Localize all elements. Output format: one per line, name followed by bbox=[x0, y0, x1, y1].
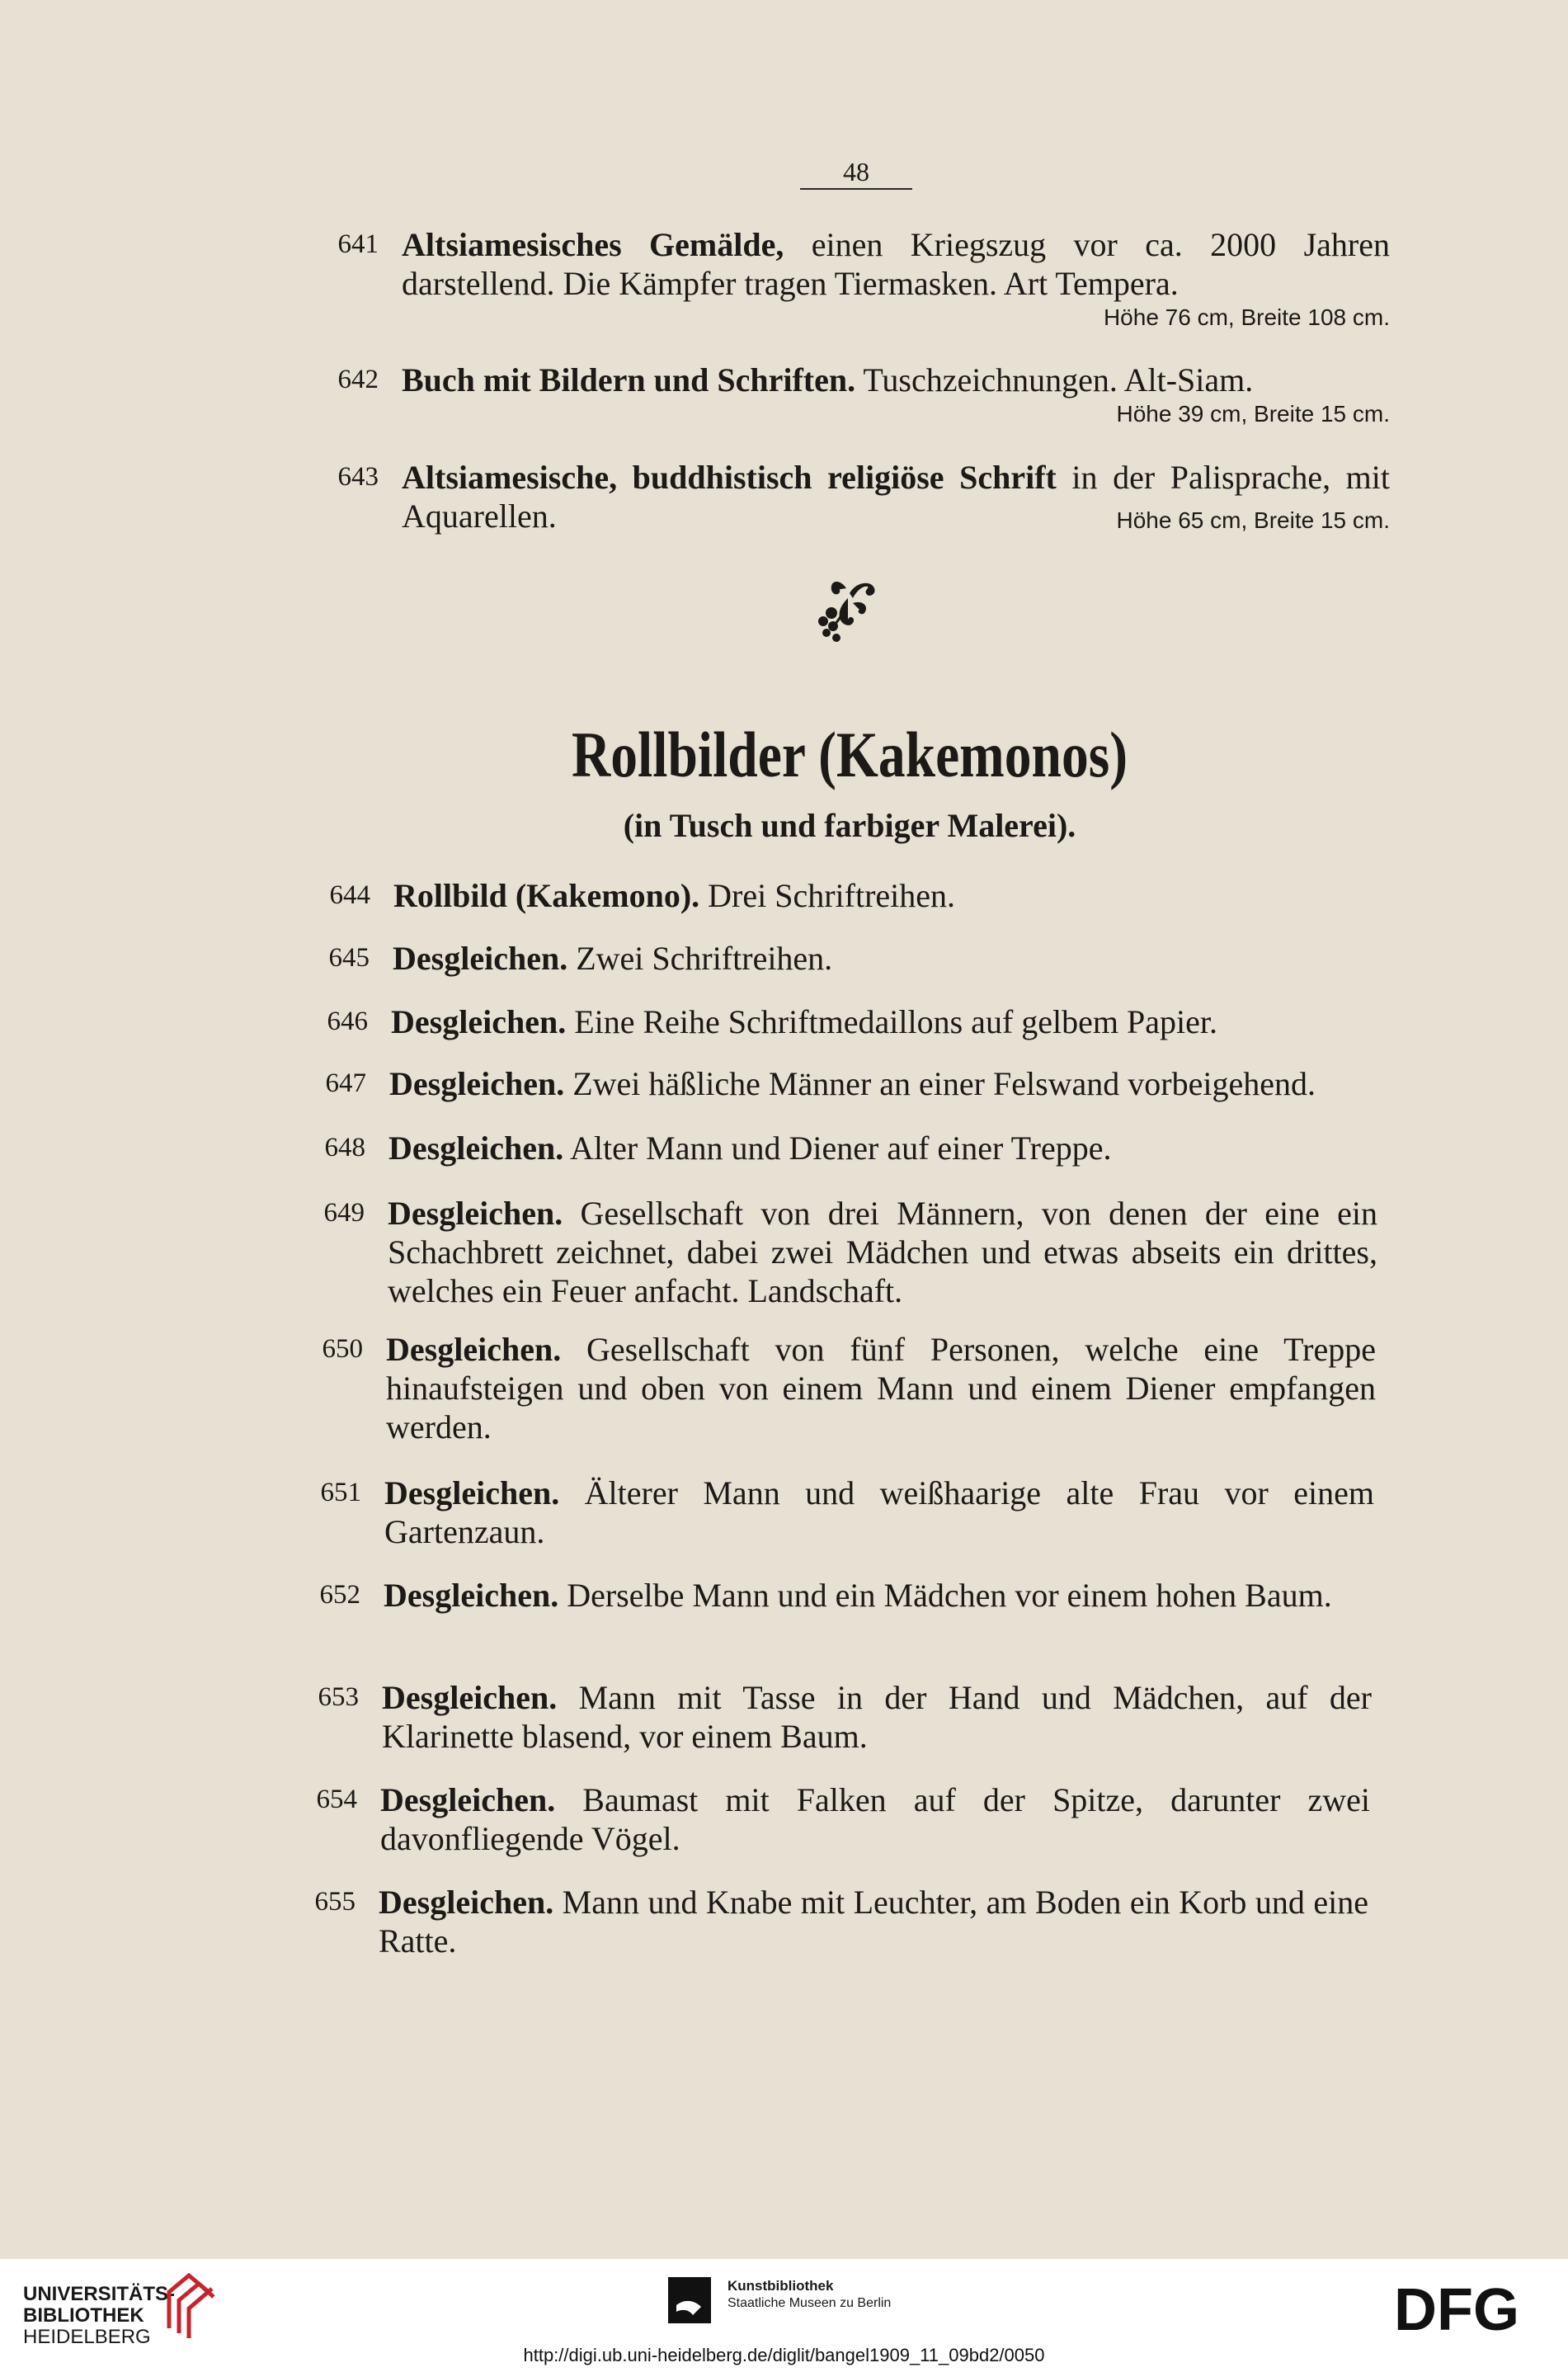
entry-text bbox=[382, 1678, 1372, 1756]
catalog-entry-649 bbox=[323, 1194, 1377, 1310]
entry-dimensions: Höhe 39 cm, Breite 15 cm. bbox=[1116, 401, 1390, 427]
entry-description: Zwei Schriftreihen. bbox=[567, 940, 833, 977]
entry-number: 647 bbox=[325, 1068, 366, 1098]
entry-number: 644 bbox=[329, 880, 370, 910]
entry-number: 643 bbox=[337, 462, 379, 492]
catalog-entry-641 bbox=[337, 225, 1390, 332]
catalog-entry-647 bbox=[325, 1064, 1379, 1103]
catalog-entry-643 bbox=[337, 458, 1390, 535]
entry-description: Älterer Mann und weißhaarige alte Frau vor einem Gartenzaun. bbox=[384, 1474, 1374, 1550]
entry-number: 648 bbox=[324, 1133, 365, 1162]
catalog-entry-644 bbox=[329, 876, 1383, 915]
entry-dimensions: Höhe 76 cm, Breite 108 cm. bbox=[1103, 304, 1390, 330]
kunstbibliothek-logo-icon bbox=[668, 2277, 711, 2323]
university-library-label bbox=[23, 2284, 175, 2348]
section-subtitle: (in Tusch und farbiger Malerei). bbox=[623, 807, 1076, 844]
entry-text bbox=[402, 225, 1390, 303]
entry-heading: Altsiamesisches Gemälde, bbox=[402, 226, 784, 263]
entry-text bbox=[388, 1194, 1377, 1310]
entry-text bbox=[388, 1129, 1378, 1167]
entry-description: Tuschzeichnungen. Alt-Siam. bbox=[855, 361, 1254, 398]
entry-description: Eine Reihe Schriftmedaillons auf gelbem Papier. bbox=[566, 1003, 1217, 1040]
entry-text bbox=[402, 361, 1390, 399]
entry-number: 642 bbox=[337, 365, 379, 394]
entry-text bbox=[393, 939, 1382, 978]
entry-number: 654 bbox=[316, 1785, 357, 1814]
entry-description: Zwei häßliche Männer an einer Felswand vorbeigehend. bbox=[564, 1065, 1316, 1102]
entry-heading: Desgleichen. bbox=[393, 940, 568, 977]
entry-number: 653 bbox=[318, 1682, 359, 1712]
catalog-entry-654 bbox=[316, 1780, 1370, 1858]
entry-heading: Desgleichen. bbox=[388, 1129, 564, 1167]
entry-heading: Buch mit Bildern und Schriften. bbox=[402, 361, 856, 398]
entry-description: in der Palisprache, mit Aquarellen. bbox=[402, 459, 1390, 535]
library-name-line2: BIBLIOTHEK bbox=[23, 2304, 144, 2327]
entry-description: Gesellschaft von fünf Personen, welche eine Treppe hinaufsteigen und oben von einem Mann und einem Diener empfangen werden. bbox=[386, 1331, 1376, 1445]
dfg-logo-icon bbox=[1394, 2280, 1542, 2338]
entry-heading: Desgleichen. bbox=[388, 1195, 563, 1232]
entry-text bbox=[389, 1064, 1379, 1103]
entry-text bbox=[384, 1576, 1373, 1615]
catalog-entry-650 bbox=[322, 1330, 1376, 1446]
entry-text bbox=[384, 1474, 1374, 1551]
entry-description: Derselbe Mann und ein Mädchen vor einem hohen Baum. bbox=[558, 1577, 1332, 1614]
entry-heading: Desgleichen. bbox=[391, 1003, 567, 1040]
catalog-entry-652 bbox=[319, 1576, 1373, 1615]
entry-text bbox=[391, 1002, 1381, 1041]
entry-number: 650 bbox=[322, 1334, 363, 1364]
entry-description: Mann und Knabe mit Leuchter, am Boden ein Korb und eine Ratte. bbox=[379, 1884, 1368, 1959]
heidelberg-library-logo-icon bbox=[161, 2271, 219, 2338]
entry-number: 655 bbox=[314, 1887, 356, 1917]
kunstbibliothek-subtitle: Staatliche Museen zu Berlin bbox=[727, 2296, 892, 2310]
catalog-entry-642 bbox=[337, 361, 1390, 429]
catalog-entry-645 bbox=[328, 939, 1382, 978]
entry-number: 645 bbox=[328, 943, 370, 973]
entry-heading: Desgleichen. bbox=[384, 1577, 559, 1614]
catalog-entry-653 bbox=[318, 1678, 1372, 1756]
entry-description: Baumast mit Falken auf der Spitze, darunter zwei davonfliegende Vögel. bbox=[380, 1781, 1370, 1857]
entry-text bbox=[393, 876, 1383, 915]
entry-text bbox=[379, 1883, 1368, 1960]
entry-heading: Desgleichen. bbox=[379, 1884, 554, 1921]
catalog-entry-646 bbox=[327, 1002, 1381, 1041]
entry-description: Gesellschaft von drei Männern, von denen der eine ein Schachbrett zeichnet, dabei zwei Mädchen und etwas abseits ein drittes, welches ein Feuer anfacht. Landschaft. bbox=[388, 1195, 1377, 1309]
entry-description: einen Kriegszug vor ca. 2000 Jahren darstellend. Die Kämpfer tragen Tiermasken. Art Tempera. bbox=[402, 226, 1390, 302]
section-title: Rollbilder (Kakemonos) bbox=[571, 719, 1128, 790]
entry-heading: Rollbild (Kakemono). bbox=[393, 877, 700, 914]
entry-text bbox=[386, 1330, 1376, 1446]
entry-heading: Altsiamesische, buddhistisch religiöse Schrift bbox=[402, 459, 1057, 496]
entry-heading: Desgleichen. bbox=[380, 1781, 556, 1818]
library-name-line3: HEIDELBERG bbox=[23, 2326, 151, 2348]
entry-text bbox=[380, 1780, 1370, 1858]
library-name-line1: UNIVERSITÄTS- bbox=[23, 2283, 176, 2305]
entry-number: 652 bbox=[319, 1580, 360, 1610]
entry-heading: Desgleichen. bbox=[384, 1474, 560, 1511]
floral-ornament-icon bbox=[798, 573, 897, 648]
page-number: 48 bbox=[800, 155, 912, 190]
catalog-entry-651 bbox=[320, 1474, 1374, 1551]
entry-dimensions: Höhe 65 cm, Breite 15 cm. bbox=[1116, 507, 1390, 533]
entry-heading: Desgleichen. bbox=[386, 1331, 562, 1368]
entry-heading: Desgleichen. bbox=[389, 1065, 565, 1102]
source-url[interactable]: http://digi.ub.uni-heidelberg.de/diglit/bangel1909_11_09bd2/0050 bbox=[523, 2345, 1045, 2365]
entry-description: Mann mit Tasse in der Hand und Mädchen, auf der Klarinette blasend, vor einem Baum. bbox=[382, 1679, 1372, 1755]
kunstbibliothek-title: Kunstbibliothek bbox=[727, 2278, 834, 2294]
entry-number: 651 bbox=[320, 1478, 361, 1507]
kunstbibliothek-label bbox=[727, 2277, 891, 2312]
entry-number: 646 bbox=[327, 1007, 368, 1036]
entry-description: Drei Schriftreihen. bbox=[699, 877, 956, 914]
entry-number: 641 bbox=[337, 229, 379, 259]
entry-description: Alter Mann und Diener auf einer Treppe. bbox=[563, 1129, 1112, 1167]
svg-text:DFG: DFG bbox=[1394, 2280, 1519, 2338]
catalog-entry-648 bbox=[324, 1129, 1378, 1167]
entry-number: 649 bbox=[323, 1198, 365, 1228]
catalog-entry-655 bbox=[314, 1883, 1368, 1960]
entry-heading: Desgleichen. bbox=[382, 1679, 558, 1716]
